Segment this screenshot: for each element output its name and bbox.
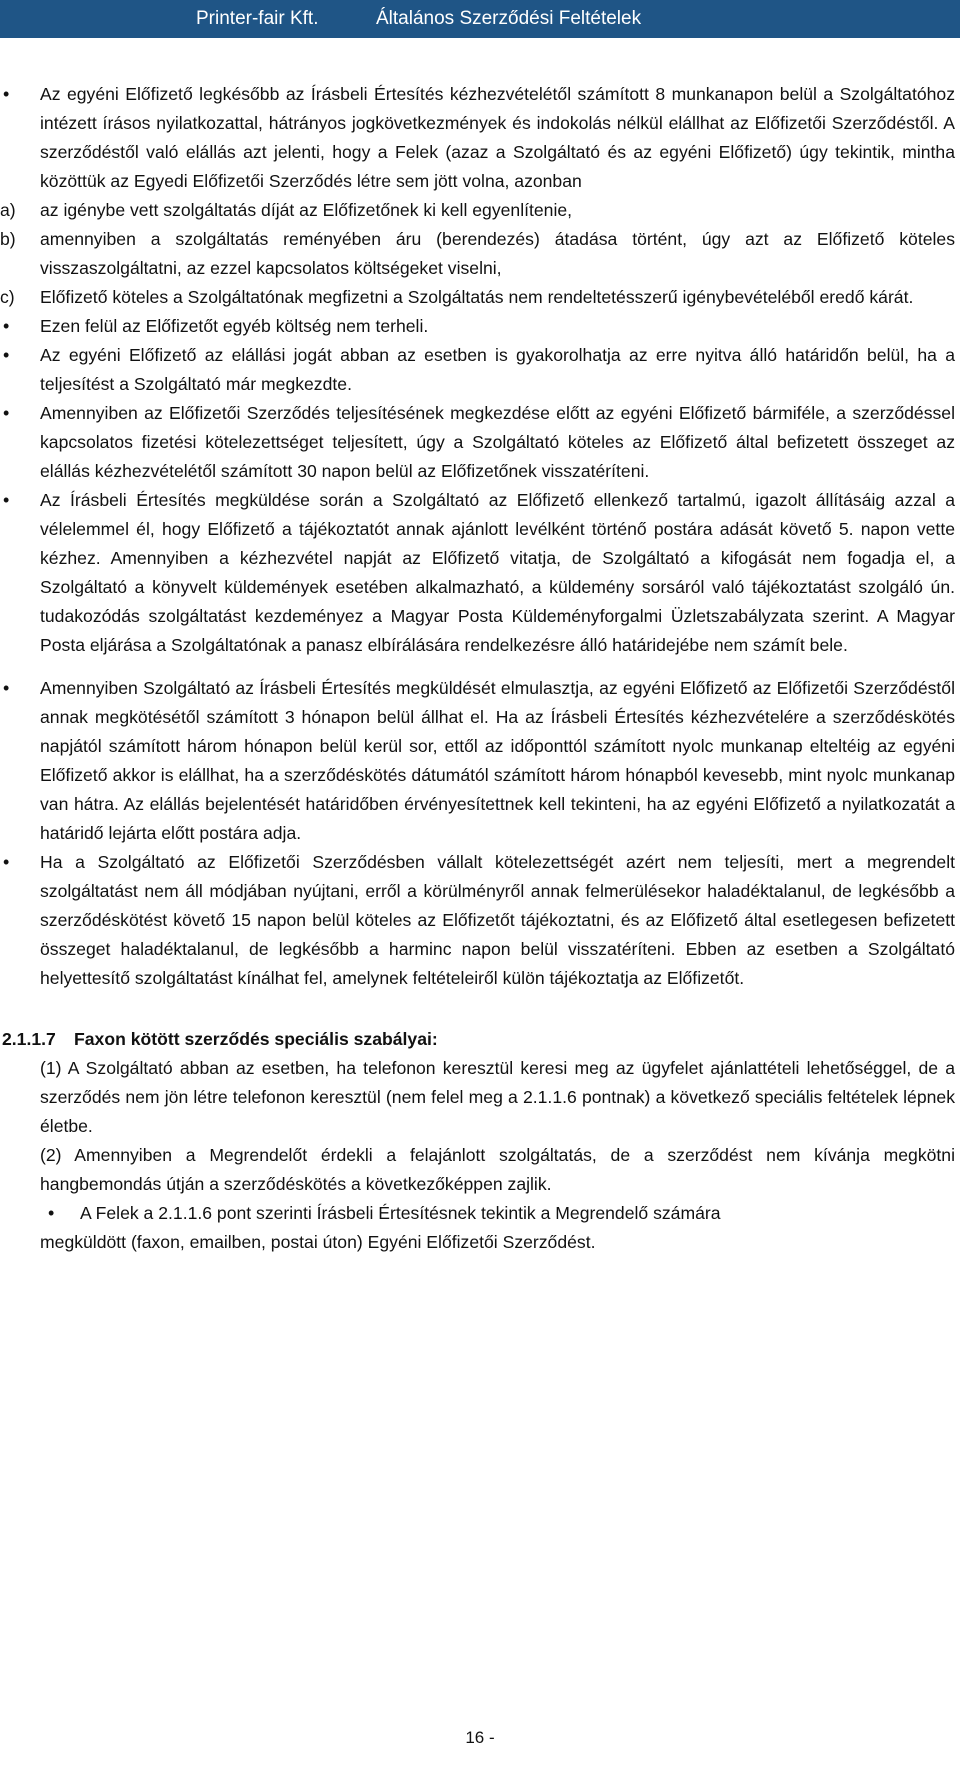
list-text: az igénybe vett szolgáltatás díját az Előfizetőnek ki kell egyenlítenie, xyxy=(40,200,573,220)
bullet-paragraph xyxy=(0,312,955,341)
section-paragraph-2: (2) Amennyiben a Megrendelőt érdekli a felajánlott szolgáltatás, de a szerződést nem kívánja megkötni hangbemondás útján a szerződéskötés a következőképpen zajlik. xyxy=(40,1145,955,1194)
bullet-text: Amennyiben Szolgáltató az Írásbeli Értesítés megküldését elmulasztja, az egyéni Előfizető az Előfizetői Szerződéstől annak megkötésétől számított 3 hónapon belül állhat el. Ha az Írásbeli Értesítés kézhezvételére a szerződéskötés napjától számított három hónapon belül kerül sor, ettől az időponttól számított nyolc munkanap elteltéig az egyéni Előfizető akkor is elállhat, ha a szerződéskötés dátumától számított három hónapból kevesebb, mint nyolc munkanap van hátra. Az elállás bejelentését határidőben érvényesítettnek kell tekinteni, ha az egyéni Előfizető a nyilatkozatát a határidő lejárta előtt postára adja. xyxy=(40,678,955,843)
bullet-icon: • xyxy=(3,345,10,365)
document-body xyxy=(0,80,960,1257)
bullet-text: Ezen felül az Előfizetőt egyéb költség nem terheli. xyxy=(40,316,429,336)
bullet-text: Amennyiben az Előfizetői Szerződés teljesítésének megkezdése előtt az egyéni Előfizető bármiféle, a szerződéssel kapcsolatos fizetési kötelezettséget teljesített, úgy a Szolgáltató köteles az Előfizető által befizetett összeget az elállás kézhezvételétől számított 30 napon belül az Előfizetőnek visszatéríteni. xyxy=(40,403,955,481)
bullet-paragraph xyxy=(0,399,955,486)
page-number: 16 - xyxy=(465,1728,495,1747)
section-number: 2.1.1.7 xyxy=(2,1029,56,1049)
header-title: Általános Szerződési Feltételek xyxy=(376,8,642,29)
bullet-paragraph xyxy=(0,674,955,848)
bullet-icon: • xyxy=(3,852,10,872)
bullet-icon: • xyxy=(3,403,10,423)
section-bullet-line-1: A Felek a 2.1.1.6 pont szerinti Írásbeli Értesítésnek tekintik a Megrendelő számára xyxy=(80,1203,721,1223)
bullet-icon: • xyxy=(3,316,10,336)
header-company: Printer-fair Kft. xyxy=(196,8,319,29)
page-header xyxy=(0,0,960,38)
bullet-paragraph xyxy=(0,486,955,660)
section-paragraph-1: (1) A Szolgáltató abban az esetben, ha telefonon keresztül keresi meg az ügyfelet ajánlattételi lehetőséggel, de a szerződés nem jön létre telefonon keresztül (nem felel meg a 2.1.1.6 pontnak) a következő speciális feltételek lépnek életbe. xyxy=(40,1058,955,1136)
section-bullet xyxy=(40,1199,955,1228)
bullet-icon: • xyxy=(48,1203,55,1223)
list-item xyxy=(0,225,955,283)
list-text: amennyiben a szolgáltatás reményében áru (berendezés) átadása történt, úgy azt az Előfizető köteles visszaszolgáltatni, az ezzel kapcsolatos költségeket viselni, xyxy=(40,229,955,278)
section-heading xyxy=(0,1025,960,1054)
bullet-text: Az egyéni Előfizető legkésőbb az Írásbeli Értesítés kézhezvételétől számított 8 munkanapon belül a Szolgáltatóhoz intézett írásos nyilatkozattal, hátrányos jogkövetkezmények és indokolás nélkül elállhat az Előfizetői Szerződéstől. A szerződéstől való elállás azt jelenti, hogy a Felek (azaz a Szolgáltató és az egyéni Előfizető) úgy tekintik, mintha közöttük az Egyedi Előfizetői Szerződés létre sem jött volna, azonban xyxy=(40,84,955,191)
bullet-text: Az egyéni Előfizető az elállási jogát abban az esetben is gyakorolhatja az erre nyitva álló határidőn belül, ha a teljesítést a Szolgáltató már megkezdte. xyxy=(40,345,955,394)
bullet-icon: • xyxy=(3,84,10,104)
bullet-paragraph xyxy=(0,848,955,993)
list-item xyxy=(0,283,955,312)
list-item xyxy=(0,196,955,225)
bullet-text: Az Írásbeli Értesítés megküldése során a Szolgáltató az Előfizető ellenkező tartalmú, igazolt állításáig azzal a vélelemmel él, hogy Előfizető a tájékoztatót annak ajánlott levélként történő postára adását követő 5. napon vette kézhez. Amennyiben a kézhezvétel napját az Előfizető vitatja, de Szolgáltató a kifogását nem fogadja el, a Szolgáltató a könyvelt küldemények esetében alkalmazható, a küldemény sorsáról való tájékoztatást szolgáló ún. tudakozódás szolgáltatást kezdeményez a Magyar Posta Küldeményforgalmi Üzletszabályzata szerint. A Magyar Posta eljárása a Szolgáltatónak a panasz elbírálására rendelkezésre álló határidejébe nem számít bele. xyxy=(40,490,955,655)
bullet-icon: • xyxy=(3,490,10,510)
section-bullet-line-2: megküldött (faxon, emailben, postai úton) Egyéni Előfizetői Szerződést. xyxy=(40,1232,596,1252)
bullet-text: Ha a Szolgáltató az Előfizetői Szerződésben vállalt kötelezettségét azért nem teljesíti, mert a megrendelt szolgáltatást nem áll módjában nyújtani, erről a körülményről annak felmerülésekor haladéktalanul, de legkésőbb a szerződéskötést követő 15 napon belül köteles az Előfizetőt tájékoztatni, és az Előfizető által esetlegesen befizetett összeget haladéktalanul, de legkésőbb a harminc napon belül visszatéríteni. Ebben az esetben a Szolgáltató helyettesítő szolgáltatást kínálhat fel, amelynek feltételeiről külön tájékoztatja az Előfizetőt. xyxy=(40,852,955,988)
section-2-1-1-7 xyxy=(0,1025,960,1257)
bullet-icon: • xyxy=(3,678,10,698)
bullet-paragraph xyxy=(0,80,955,196)
list-text: Előfizető köteles a Szolgáltatónak megfizetni a Szolgáltatás nem rendeltetésszerű igénybevételéből eredő kárát. xyxy=(40,287,914,307)
list-marker: c) xyxy=(0,287,15,307)
bullet-paragraph xyxy=(0,341,955,399)
list-marker: b) xyxy=(0,229,16,249)
section-title: Faxon kötött szerződés speciális szabályai: xyxy=(74,1029,438,1049)
list-marker: a) xyxy=(0,200,16,220)
